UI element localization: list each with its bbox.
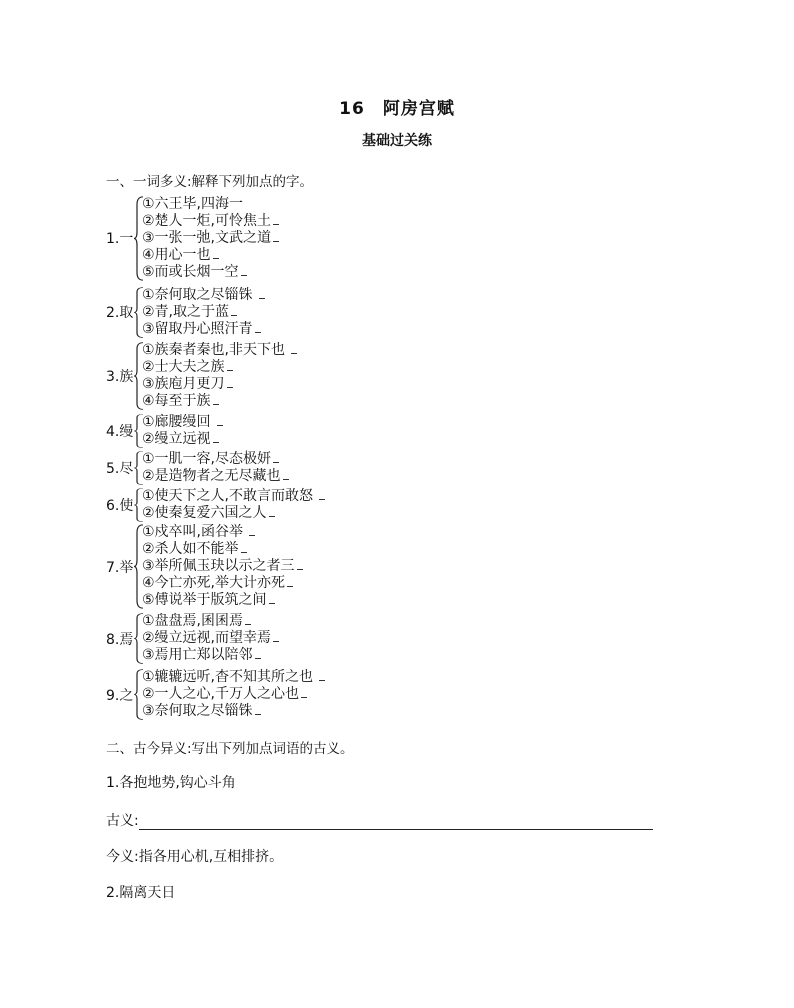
answer-blank[interactable]: [217, 414, 223, 426]
definition-item: ①六王毕,四海一: [142, 196, 244, 212]
answer-blank[interactable]: [255, 647, 261, 659]
answer-blank[interactable]: [213, 247, 219, 259]
gu-yi-label: 古义:: [106, 813, 139, 829]
answer-blank[interactable]: [255, 321, 261, 333]
answer-blank[interactable]: [255, 703, 261, 715]
answer-blank[interactable]: [213, 393, 219, 405]
definition-item: ②缦立远视: [142, 431, 223, 448]
definition-item: ①廊腰缦回: [142, 414, 223, 431]
answer-blank[interactable]: [213, 431, 219, 443]
definition-item: ①族秦者秦也,非天下也: [142, 342, 297, 359]
group-label: 8.焉: [106, 632, 134, 648]
definition-item: ④今亡亦死,举大计亦死: [142, 575, 303, 592]
answer-blank[interactable]: [319, 488, 325, 500]
definition-item: ③焉用亡郑以陪邻: [142, 647, 279, 664]
group-label: 2.取: [106, 305, 134, 321]
definition-item: ①辘辘远听,杳不知其所之也: [142, 669, 325, 686]
answer-blank[interactable]: [227, 376, 233, 388]
lesson-title: 16 阿房宫赋: [339, 99, 455, 119]
lesson-subtitle: 基础过关练: [362, 133, 432, 149]
question-2: 2.隔离天日: [106, 885, 176, 901]
group-label: 1.一: [106, 231, 134, 247]
answer-blank[interactable]: [269, 505, 275, 517]
jin-yi-row: 今义:指各用心机,互相排挤。: [106, 849, 284, 865]
answer-blank[interactable]: [241, 541, 247, 553]
answer-blank[interactable]: [273, 213, 279, 225]
group-label: 5.尽: [106, 461, 134, 477]
definition-item: ⑤而或长烟一空: [142, 264, 279, 281]
definition-item: ②使秦复爱六国之人: [142, 505, 325, 522]
answer-blank[interactable]: [245, 613, 251, 625]
answer-blank[interactable]: [249, 524, 255, 536]
answer-blank[interactable]: [231, 304, 237, 316]
definition-item: ⑤傅说举于版筑之间: [142, 592, 303, 609]
definition-item: ①奈何取之尽锱铢: [142, 287, 265, 304]
section2-heading: 二、古今异义:写出下列加点词语的古义。: [106, 741, 354, 757]
definition-item: ②士大夫之族: [142, 359, 297, 376]
answer-blank[interactable]: [273, 230, 279, 242]
definition-item: ④用心一也: [142, 247, 279, 264]
definition-item: ③奈何取之尽锱铢: [142, 703, 325, 720]
group-label: 4.缦: [106, 424, 134, 440]
section1-heading: 一、一词多义:解释下列加点的字。: [106, 174, 314, 190]
answer-blank[interactable]: [297, 558, 303, 570]
definition-item: ③一张一弛,文武之道: [142, 230, 279, 247]
definition-item: ①盘盘焉,囷囷焉: [142, 613, 279, 630]
answer-blank[interactable]: [227, 359, 233, 371]
definition-item: ①一肌一容,尽态极妍: [142, 451, 289, 468]
answer-blank[interactable]: [283, 468, 289, 480]
definition-item: ②杀人如不能举: [142, 541, 303, 558]
question-1: 1.各抱地势,钩心斗角: [106, 775, 236, 791]
definition-item: ③族庖月更刀: [142, 376, 297, 393]
definition-item: ②楚人一炬,可怜焦土: [142, 213, 279, 230]
answer-blank[interactable]: [287, 575, 293, 587]
definition-item: ②一人之心,千万人之心也: [142, 686, 325, 703]
definition-item: ①使天下之人,不敢言而敢怒: [142, 488, 325, 505]
definition-item: ③举所佩玉玦以示之者三: [142, 558, 303, 575]
definition-item: ②青,取之于蓝: [142, 304, 265, 321]
definition-item: ②是造物者之无尽藏也: [142, 468, 289, 485]
answer-blank[interactable]: [291, 342, 297, 354]
definition-item: ④每至于族: [142, 393, 297, 410]
answer-blank[interactable]: [273, 451, 279, 463]
gu-yi-row: [106, 810, 653, 830]
group-label: 6.使: [106, 498, 134, 514]
answer-blank[interactable]: [273, 630, 279, 642]
answer-blank[interactable]: [259, 287, 265, 299]
definition-item: ①戍卒叫,函谷举: [142, 524, 303, 541]
group-label: 7.举: [106, 560, 134, 576]
group-label: 3.族: [106, 369, 134, 385]
answer-blank[interactable]: [269, 592, 275, 604]
definition-item: ③留取丹心照汗青: [142, 321, 265, 338]
answer-blank[interactable]: [301, 686, 307, 698]
group-label: 9.之: [106, 688, 134, 704]
definition-item: ②缦立远视,而望幸焉: [142, 630, 279, 647]
answer-blank[interactable]: [241, 264, 247, 276]
answer-blank[interactable]: [319, 669, 325, 681]
gu-yi-answer-line[interactable]: [139, 813, 653, 830]
